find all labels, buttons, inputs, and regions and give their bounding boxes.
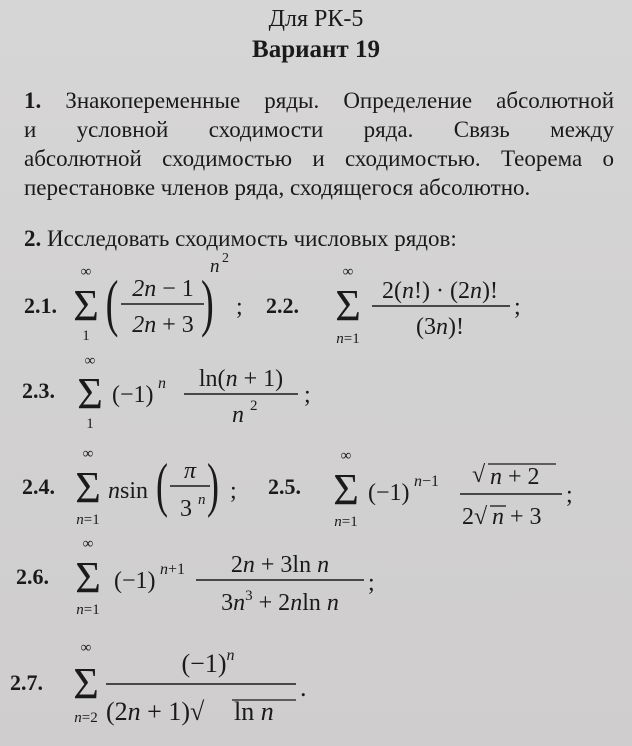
svg-text:n−1: n−1 bbox=[414, 473, 440, 490]
item-2-3-label: 2.3. bbox=[22, 378, 55, 403]
svg-text:n=1: n=1 bbox=[76, 512, 100, 528]
svg-text:∞: ∞ bbox=[84, 353, 96, 369]
denominator: 2n + 3 bbox=[132, 312, 194, 338]
svg-text:2: 2 bbox=[222, 251, 229, 266]
item-2-5 bbox=[268, 448, 573, 530]
item-2-2-label: 2.2. bbox=[266, 293, 299, 318]
task-2-number: 2. bbox=[24, 226, 42, 251]
svg-text:ln n: ln n bbox=[234, 697, 274, 726]
item-2-6-label: 2.6. bbox=[16, 564, 49, 589]
svg-text:1: 1 bbox=[86, 416, 94, 432]
task-1-line-2: и условной сходимости ряда. Связь между bbox=[24, 117, 614, 142]
svg-text:nsin: nsin bbox=[108, 478, 149, 504]
header-course: Для РК-5 bbox=[268, 6, 364, 32]
sigma-symbol: Σ bbox=[75, 463, 101, 512]
sigma-symbol: Σ bbox=[73, 659, 99, 708]
denominator: 3 bbox=[180, 496, 192, 522]
item-2-1 bbox=[24, 251, 243, 344]
item-2-2 bbox=[266, 264, 521, 347]
svg-text:∞: ∞ bbox=[82, 446, 94, 462]
sigma-symbol: Σ bbox=[77, 369, 103, 418]
paren-left: ( bbox=[105, 268, 119, 339]
denominator: n bbox=[232, 402, 244, 428]
svg-text:∞: ∞ bbox=[342, 264, 354, 280]
task-1-number: 1. bbox=[24, 88, 42, 113]
svg-text:(−1): (−1) bbox=[114, 568, 156, 594]
svg-text:;: ; bbox=[230, 478, 237, 504]
svg-text:;: ; bbox=[368, 570, 375, 596]
svg-text:(−1): (−1) bbox=[368, 480, 410, 506]
svg-text:n=1: n=1 bbox=[336, 331, 360, 347]
numerator: $(-1)^n$ bbox=[181, 647, 235, 678]
header-variant: Вариант 19 bbox=[252, 36, 380, 63]
denominator: $3n^3 + 2nln$ n bbox=[221, 588, 339, 616]
sum-upper: ∞ bbox=[80, 264, 92, 280]
item-2-4-label: 2.4. bbox=[22, 474, 55, 499]
numerator: 2n + 3ln n bbox=[230, 552, 330, 578]
exponent: n bbox=[210, 256, 220, 277]
svg-text:;: ; bbox=[514, 294, 521, 320]
svg-text:n=1: n=1 bbox=[76, 602, 100, 618]
sum-lower: 1 bbox=[82, 328, 90, 344]
numerator: π bbox=[183, 458, 197, 484]
task-2-text: Исследовать сходимость числовых рядов: bbox=[47, 226, 457, 251]
svg-text:;: ; bbox=[304, 382, 311, 408]
denominator: (2n + 1)√ bbox=[106, 697, 205, 726]
numerator: 2(n!) · (2n)! bbox=[382, 278, 498, 304]
item-2-5-label: 2.5. bbox=[268, 474, 301, 499]
numerator: ln(n + 1) bbox=[198, 366, 284, 392]
numerator: 2n − 1 bbox=[132, 276, 194, 302]
task-1-line-1: 1. Знакопеременные ряды. Определение абсолютной bbox=[24, 88, 614, 113]
item-2-3 bbox=[22, 353, 311, 432]
svg-text:): ) bbox=[207, 451, 219, 519]
item-2-4 bbox=[22, 446, 237, 528]
sigma-symbol: Σ bbox=[333, 465, 359, 514]
denominator: (3n)! bbox=[416, 314, 464, 340]
svg-text:n+1: n+1 bbox=[160, 561, 186, 578]
svg-text:n + 2: n + 2 bbox=[490, 464, 540, 490]
numerator: √ bbox=[472, 462, 486, 488]
svg-text:n: n bbox=[158, 375, 166, 392]
svg-text:n=1: n=1 bbox=[334, 514, 358, 530]
sigma-symbol: Σ bbox=[75, 553, 101, 602]
svg-text:n: n bbox=[198, 492, 206, 508]
denominator: 2√ bbox=[462, 504, 488, 530]
item-2-6 bbox=[16, 536, 375, 618]
svg-text:.: . bbox=[300, 673, 307, 702]
item-2-1-label: 2.1. bbox=[24, 293, 57, 318]
paren-right: ) bbox=[201, 268, 214, 339]
svg-text:;: ; bbox=[236, 294, 243, 320]
item-2-7-label: 2.7. bbox=[10, 670, 43, 695]
task-1-line-4: перестановке членов ряда, сходящегося абсолютно. bbox=[24, 175, 531, 200]
sigma-symbol: Σ bbox=[335, 281, 361, 330]
svg-text:(−1): (−1) bbox=[112, 382, 154, 408]
svg-text:(: ( bbox=[156, 451, 168, 519]
sigma-symbol: Σ bbox=[73, 281, 99, 330]
svg-text:2: 2 bbox=[250, 398, 258, 414]
item-2-7 bbox=[10, 640, 307, 726]
svg-text:;: ; bbox=[566, 482, 573, 508]
task-1-line-3: абсолютной сходимостью и сходимостью. Теорема о bbox=[24, 146, 614, 171]
svg-text:∞: ∞ bbox=[80, 640, 92, 656]
svg-text:∞: ∞ bbox=[340, 448, 352, 464]
svg-text:n + 3: n + 3 bbox=[492, 504, 542, 530]
svg-text:∞: ∞ bbox=[82, 536, 94, 552]
svg-text:n=2: n=2 bbox=[74, 710, 98, 726]
